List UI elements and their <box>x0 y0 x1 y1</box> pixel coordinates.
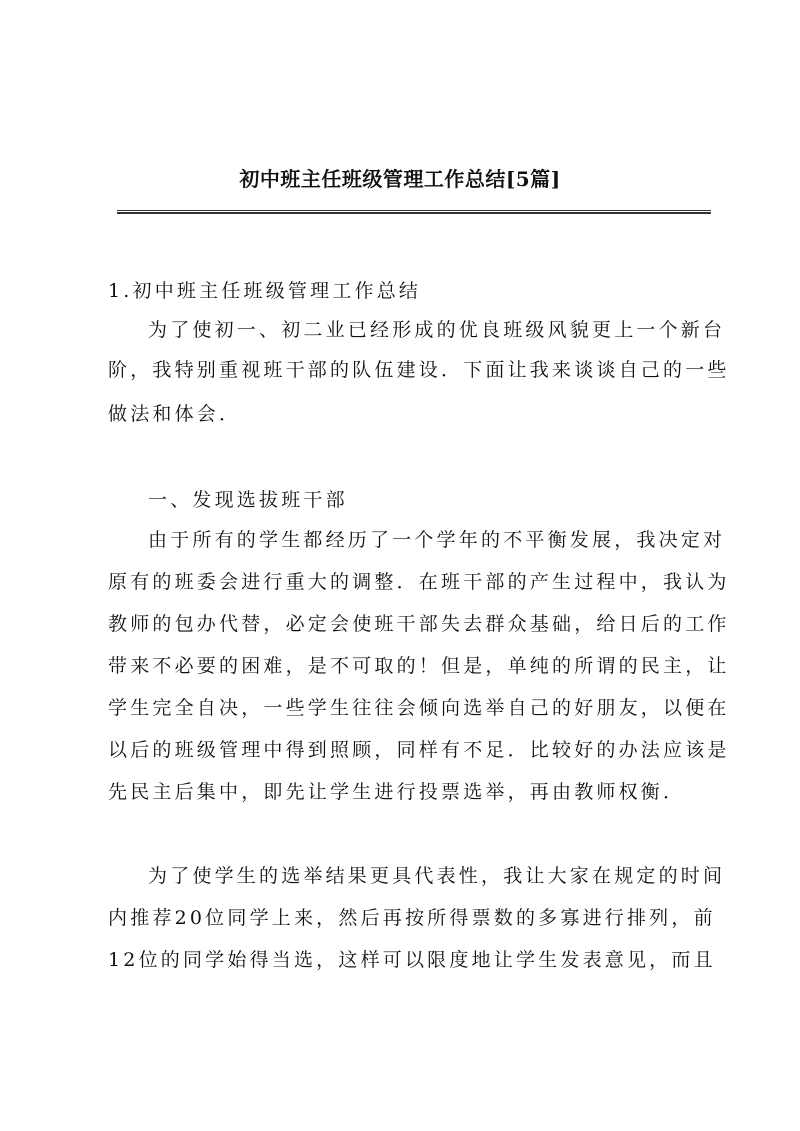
paragraph-line: 内推荐20位同学上来，然后再按所得票数的多寡进行排列，前 <box>108 907 716 929</box>
paragraph-line: 先民主后集中，即先让学生进行投票选举，再由教师权衡． <box>108 781 686 803</box>
title-divider <box>117 210 711 214</box>
paragraph-line: 以后的班级管理中得到照顾，同样有不足．比较好的办法应该是 <box>108 739 730 761</box>
paragraph-line: 为了使学生的选举结果更具代表性，我让大家在规定的时间 <box>148 865 726 887</box>
page-title: 初中班主任班级管理工作总结[5篇] <box>239 167 561 191</box>
paragraph-line: 为了使初一、初二业已经形成的优良班级风貌更上一个新台 <box>148 319 726 341</box>
paragraph-line: 由于所有的学生都经历了一个学年的不平衡发展，我决定对 <box>148 529 726 551</box>
paragraph-line: 12位的同学始得当选，这样可以限度地让学生发表意见，而且 <box>108 949 716 971</box>
paragraph-line: 带来不必要的困难，是不可取的！但是，单纯的所谓的民主，让 <box>108 655 730 677</box>
paragraph-line: 阶，我特别重视班干部的队伍建设．下面让我来谈谈自己的一些 <box>108 359 730 381</box>
paragraph-line: 原有的班委会进行重大的调整．在班干部的产生过程中，我认为 <box>108 571 730 593</box>
paragraph-line: 学生完全自决，一些学生往往会倾向选举自己的好朋友，以便在 <box>108 697 730 719</box>
paragraph-line: 教师的包办代替，必定会使班干部失去群众基础，给日后的工作 <box>108 613 730 635</box>
subsection-heading: 一、发现选拔班干部 <box>148 489 348 511</box>
paragraph-line: 做法和体会． <box>108 403 242 425</box>
section-heading: 1.初中班主任班级管理工作总结 <box>108 280 422 302</box>
